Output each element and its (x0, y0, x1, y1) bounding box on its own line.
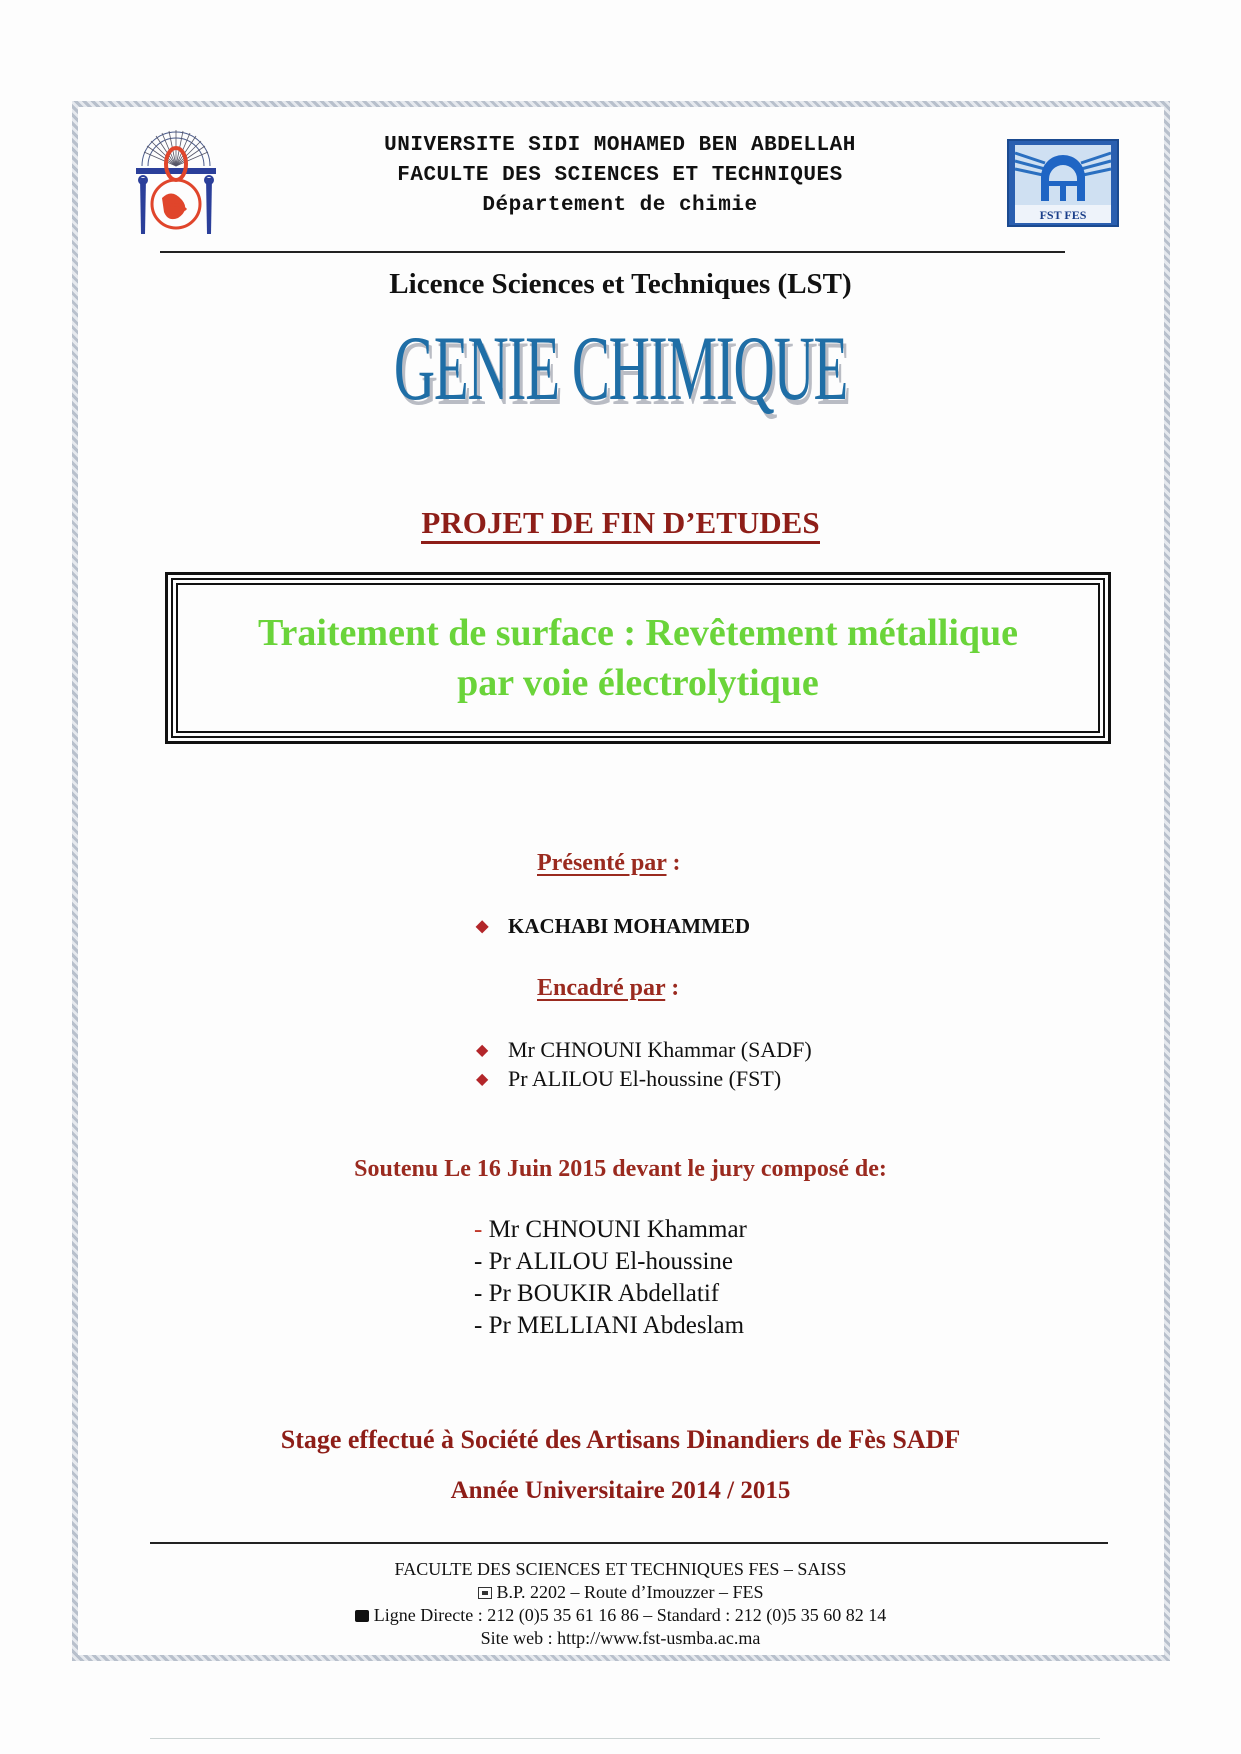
footer-contact (0, 1558, 1241, 1650)
mailbox-icon (478, 1587, 492, 1599)
internship-statement: Stage effectué à Société des Artisans Dinandiers de Fès SADF (280, 1425, 961, 1454)
degree-title: Licence Sciences et Techniques (LST) (389, 268, 852, 300)
phone-icon (355, 1610, 369, 1622)
project-title-line-1: Traitement de surface : Revêtement métallique (257, 612, 1019, 654)
department-name: Département de chimie (482, 194, 758, 217)
institution-header (250, 131, 990, 221)
presented-by-label: Présenté par : (537, 850, 681, 876)
jury-member: - Pr BOUKIR Abdellatif (474, 1280, 720, 1307)
diamond-bullet-icon: ◆ (476, 1071, 489, 1088)
jury-member: - Pr ALILOU El-houssine (474, 1248, 733, 1275)
footer-divider (150, 1542, 1108, 1544)
student-item: ◆ KACHABI MOHAMMED (476, 914, 751, 938)
jury-list (474, 1214, 747, 1342)
jury-member: - Pr MELLIANI Abdeslam (474, 1312, 745, 1339)
defense-statement: Soutenu Le 16 Juin 2015 devant le jury composé de: (354, 1156, 887, 1182)
faculty-name: FACULTE DES SCIENCES ET TECHNIQUES (397, 164, 843, 187)
footer-address: B.P. 2202 – Route d’Imouzzer – FES (0, 1581, 1241, 1604)
project-title-line-2: par voie électrolytique (457, 662, 819, 704)
diamond-bullet-icon: ◆ (476, 1042, 489, 1059)
scan-artifact (150, 1738, 1100, 1739)
footer-faculty: FACULTE DES SCIENCES ET TECHNIQUES FES – SAISS (394, 1559, 847, 1579)
header-divider (160, 251, 1065, 253)
footer-website: Site web : http://www.fst-usmba.ac.ma (480, 1628, 761, 1648)
jury-member: - Mr CHNOUNI Khammar (474, 1216, 747, 1243)
supervised-by-label: Encadré par : (537, 975, 680, 1001)
diamond-bullet-icon: ◆ (476, 918, 489, 935)
project-label: PROJET DE FIN D’ETUDES (0, 505, 1241, 541)
fst-fes-logo-icon (1007, 139, 1119, 227)
supervisor-item: ◆ Pr ALILOU El-houssine (FST) (476, 1066, 782, 1091)
academic-year: Année Universitaire 2014 / 2015 (450, 1477, 791, 1504)
field-title: GENIE CHIMIQUE (393, 317, 848, 419)
university-emblem-icon (132, 118, 220, 238)
university-name: UNIVERSITE SIDI MOHAMED BEN ABDELLAH (384, 134, 856, 157)
supervisor-item: ◆ Mr CHNOUNI Khammar (SADF) (476, 1037, 812, 1062)
svg-text:FST FES: FST FES (1039, 208, 1087, 222)
footer-phone: Ligne Directe : 212 (0)5 35 61 16 86 – Standard : 212 (0)5 35 60 82 14 (0, 1604, 1241, 1627)
project-title-box (165, 572, 1111, 744)
